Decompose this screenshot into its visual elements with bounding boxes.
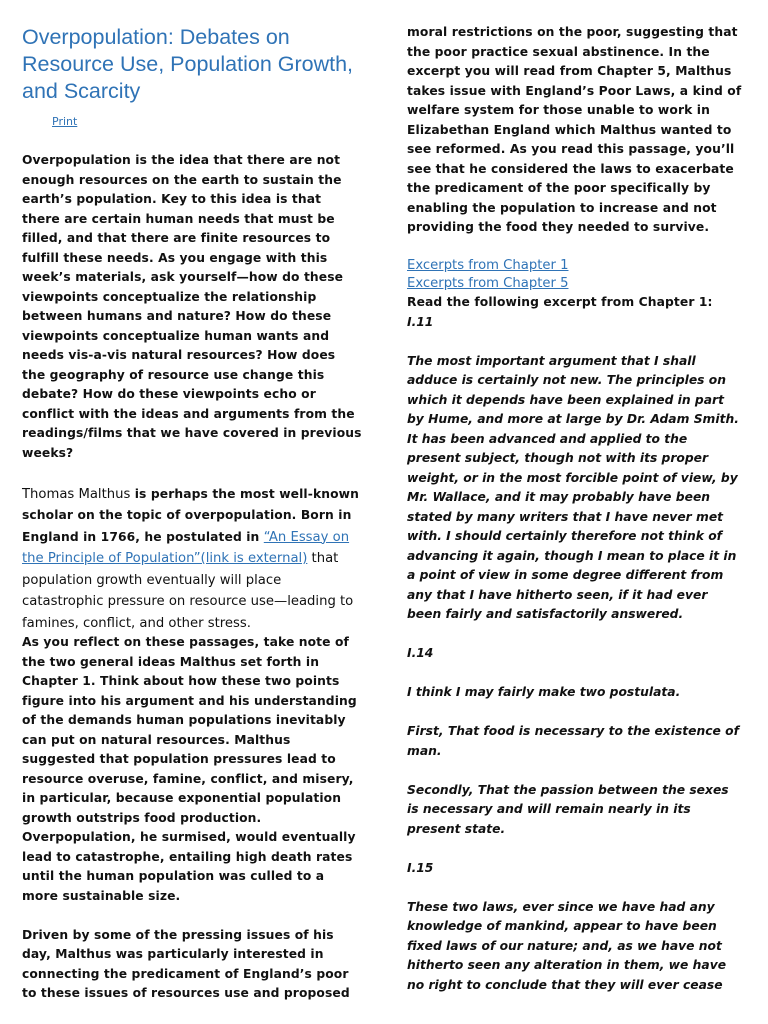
essay-link[interactable]: “An Essay on the Principle of Population”(link is external) bbox=[22, 529, 350, 566]
section-heading-114: I.14 bbox=[407, 646, 434, 660]
spacer bbox=[407, 625, 743, 645]
left-column bbox=[22, 0, 362, 1004]
print-link[interactable]: Print bbox=[52, 115, 78, 128]
spacer bbox=[407, 238, 743, 258]
spacer bbox=[407, 664, 743, 684]
spacer bbox=[407, 878, 743, 898]
spacer bbox=[407, 761, 743, 781]
section-heading-115: I.15 bbox=[407, 860, 434, 875]
read-following-label: Read the following excerpt from Chapter 1: bbox=[407, 295, 713, 309]
second-postulate: Secondly, That the passion between the sexes is necessary and will remain nearly in its present state. bbox=[407, 782, 729, 836]
spacer bbox=[22, 463, 362, 483]
spacer bbox=[22, 906, 362, 926]
chapter1-link[interactable]: Excerpts from Chapter 1 bbox=[407, 258, 569, 273]
spacer bbox=[407, 703, 743, 723]
reflect-paragraph: As you reflect on these passages, take note of the two general ideas Malthus set forth in Chapter 1. Think about how these two points figure into his argument and his understanding of the demands human populations inevitably can put on natural resources. Malthus suggested that population pressures lead to resource overuse, famine, conflict, and misery, in particular, because exponential population growth outstrips food production. Overpopulation, he surmised, would eventually lead to catastrophe, entailing high death rates until the human population was culled to a more sustainable size. bbox=[22, 635, 357, 903]
postulata-line: I think I may fairly make two postulata. bbox=[407, 685, 681, 699]
malthus-bold-text: is perhaps the most well-known scholar on the topic of overpopulation. Born in England in 1766, he postulated in bbox=[22, 486, 359, 544]
malthus-name: Thomas Malthus bbox=[22, 486, 131, 502]
right-column bbox=[407, 0, 743, 995]
chapter5-link[interactable]: Excerpts from Chapter 5 bbox=[407, 276, 569, 291]
page-title: Overpopulation: Debates on Resource Use, Population Growth, and Scarcity bbox=[22, 25, 354, 103]
excerpt-paragraph-115: These two laws, ever since we have had any knowledge of mankind, appear to have been fixed laws of our nature; and, as we have not hitherto seen any alteration in them, we have no right to conclude that they will ever cease bbox=[407, 899, 727, 992]
spacer bbox=[407, 839, 743, 859]
malthus-paragraph bbox=[22, 483, 362, 634]
driven-paragraph: Driven by some of the pressing issues of his day, Malthus was particularly interested in connecting the predicament of England’s poor to these issues of resources use and proposed bbox=[22, 927, 350, 1000]
spacer bbox=[407, 332, 743, 352]
continued-paragraph: moral restrictions on the poor, suggesting that the poor practice sexual abstinence. In the excerpt you will read from Chapter 5, Malthus takes issue with England’s Poor Laws, a kind of welfare system for those unable to work in Elizabethan England which Malthus wanted to see reformed. As you read this passage, you’ll see that he considered the laws to exacerbate the predicament of the poor specifically by enabling the population to increase and not providing the food they needed to survive. bbox=[407, 25, 742, 234]
malthus-normal-text: that population growth eventually will place catastrophic pressure on resource use—leading to famines, conflict, and other stress. bbox=[22, 551, 354, 631]
section-heading-111: I.11 bbox=[407, 314, 434, 329]
excerpt-paragraph-111: The most important argument that I shall adduce is certainly not new. The principles on which it depends have been explained in part by Hume, and more at large by Dr. Adam Smith. It has been advanced and applied to the present subject, though not with its proper weight, or in the most forcible point of view, by Mr. Wallace, and it may probably have been stated by many writers that I have never met with. I should certainly therefore not think of advancing it again, though I mean to place it in a point of view in some degree different from any that I have hitherto seen, if it had ever been fairly and satisfactorily answered. bbox=[407, 353, 739, 621]
first-postulate: First, That food is necessary to the existence of man. bbox=[407, 724, 739, 758]
intro-paragraph: Overpopulation is the idea that there are not enough resources on the earth to sustain the earth’s population. Key to this idea is that there are certain human needs that must be filled, and that there are finite resources to fulfill these needs. As you engage with this week’s materials, ask yourself—how do these viewpoints conceptualize the relationship between humans and nature? How do these viewpoints conceptualize human wants and needs vis-a-vis natural resources? How does the geography of resource use change this debate? How do these viewpoints echo or conflict with the ideas and arguments from the readings/films that we have covered in previous weeks? bbox=[22, 153, 362, 460]
